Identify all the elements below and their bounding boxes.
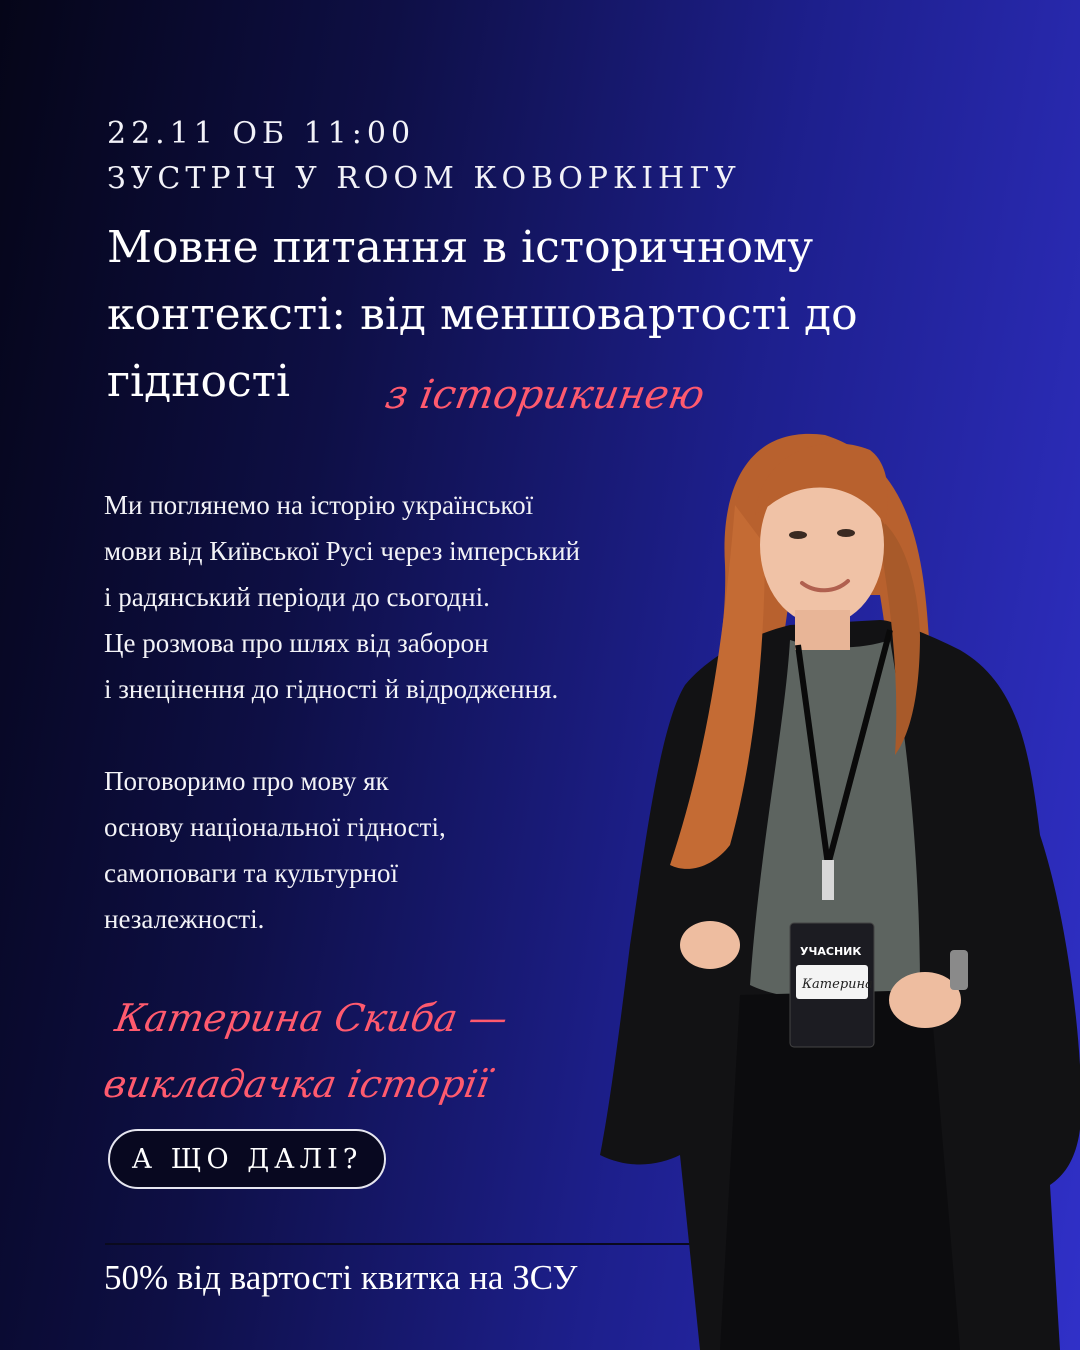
what-next-button[interactable]: А ЩО ДАЛІ? — [108, 1129, 386, 1189]
speaker-name: Катерина Скиба — — [111, 996, 512, 1040]
event-date-time: 22.11 ОБ 11:00 — [107, 116, 416, 151]
description-line: Ми поглянемо на історію української — [104, 490, 534, 520]
description-line: незалежності. — [104, 904, 265, 934]
description-line: мови від Київської Русі через імперський — [104, 536, 580, 566]
event-title: Мовне питання в історичному контексті: від меншовартості до гідності — [107, 222, 858, 407]
speaker-info — [98, 985, 513, 1117]
speaker-role: викладачка історії — [100, 1062, 493, 1106]
badge-header: УЧАСНИК — [800, 945, 862, 958]
event-venue: ЗУСТРІЧ У ROOM КОВОРКІНГУ — [107, 161, 741, 196]
description-line: і радянський періоди до сьогодні. — [104, 582, 490, 612]
donation-note: 50% від вартості квитка на ЗСУ — [104, 1258, 578, 1297]
description-line: Поговоримо про мову як — [104, 766, 389, 796]
badge-name: Катерина — [802, 977, 873, 992]
description-line: і знецінення до гідності й відродження. — [104, 674, 559, 704]
description-paragraph-2 — [104, 758, 574, 942]
description-line: Це розмова про шлях від заборон — [104, 628, 489, 658]
speaker-portrait — [590, 425, 1080, 1350]
description-line: самоповаги та культурної — [104, 858, 399, 888]
description-line: основу національної гідності, — [104, 812, 446, 842]
with-historian-label: з історикинею — [381, 372, 709, 418]
